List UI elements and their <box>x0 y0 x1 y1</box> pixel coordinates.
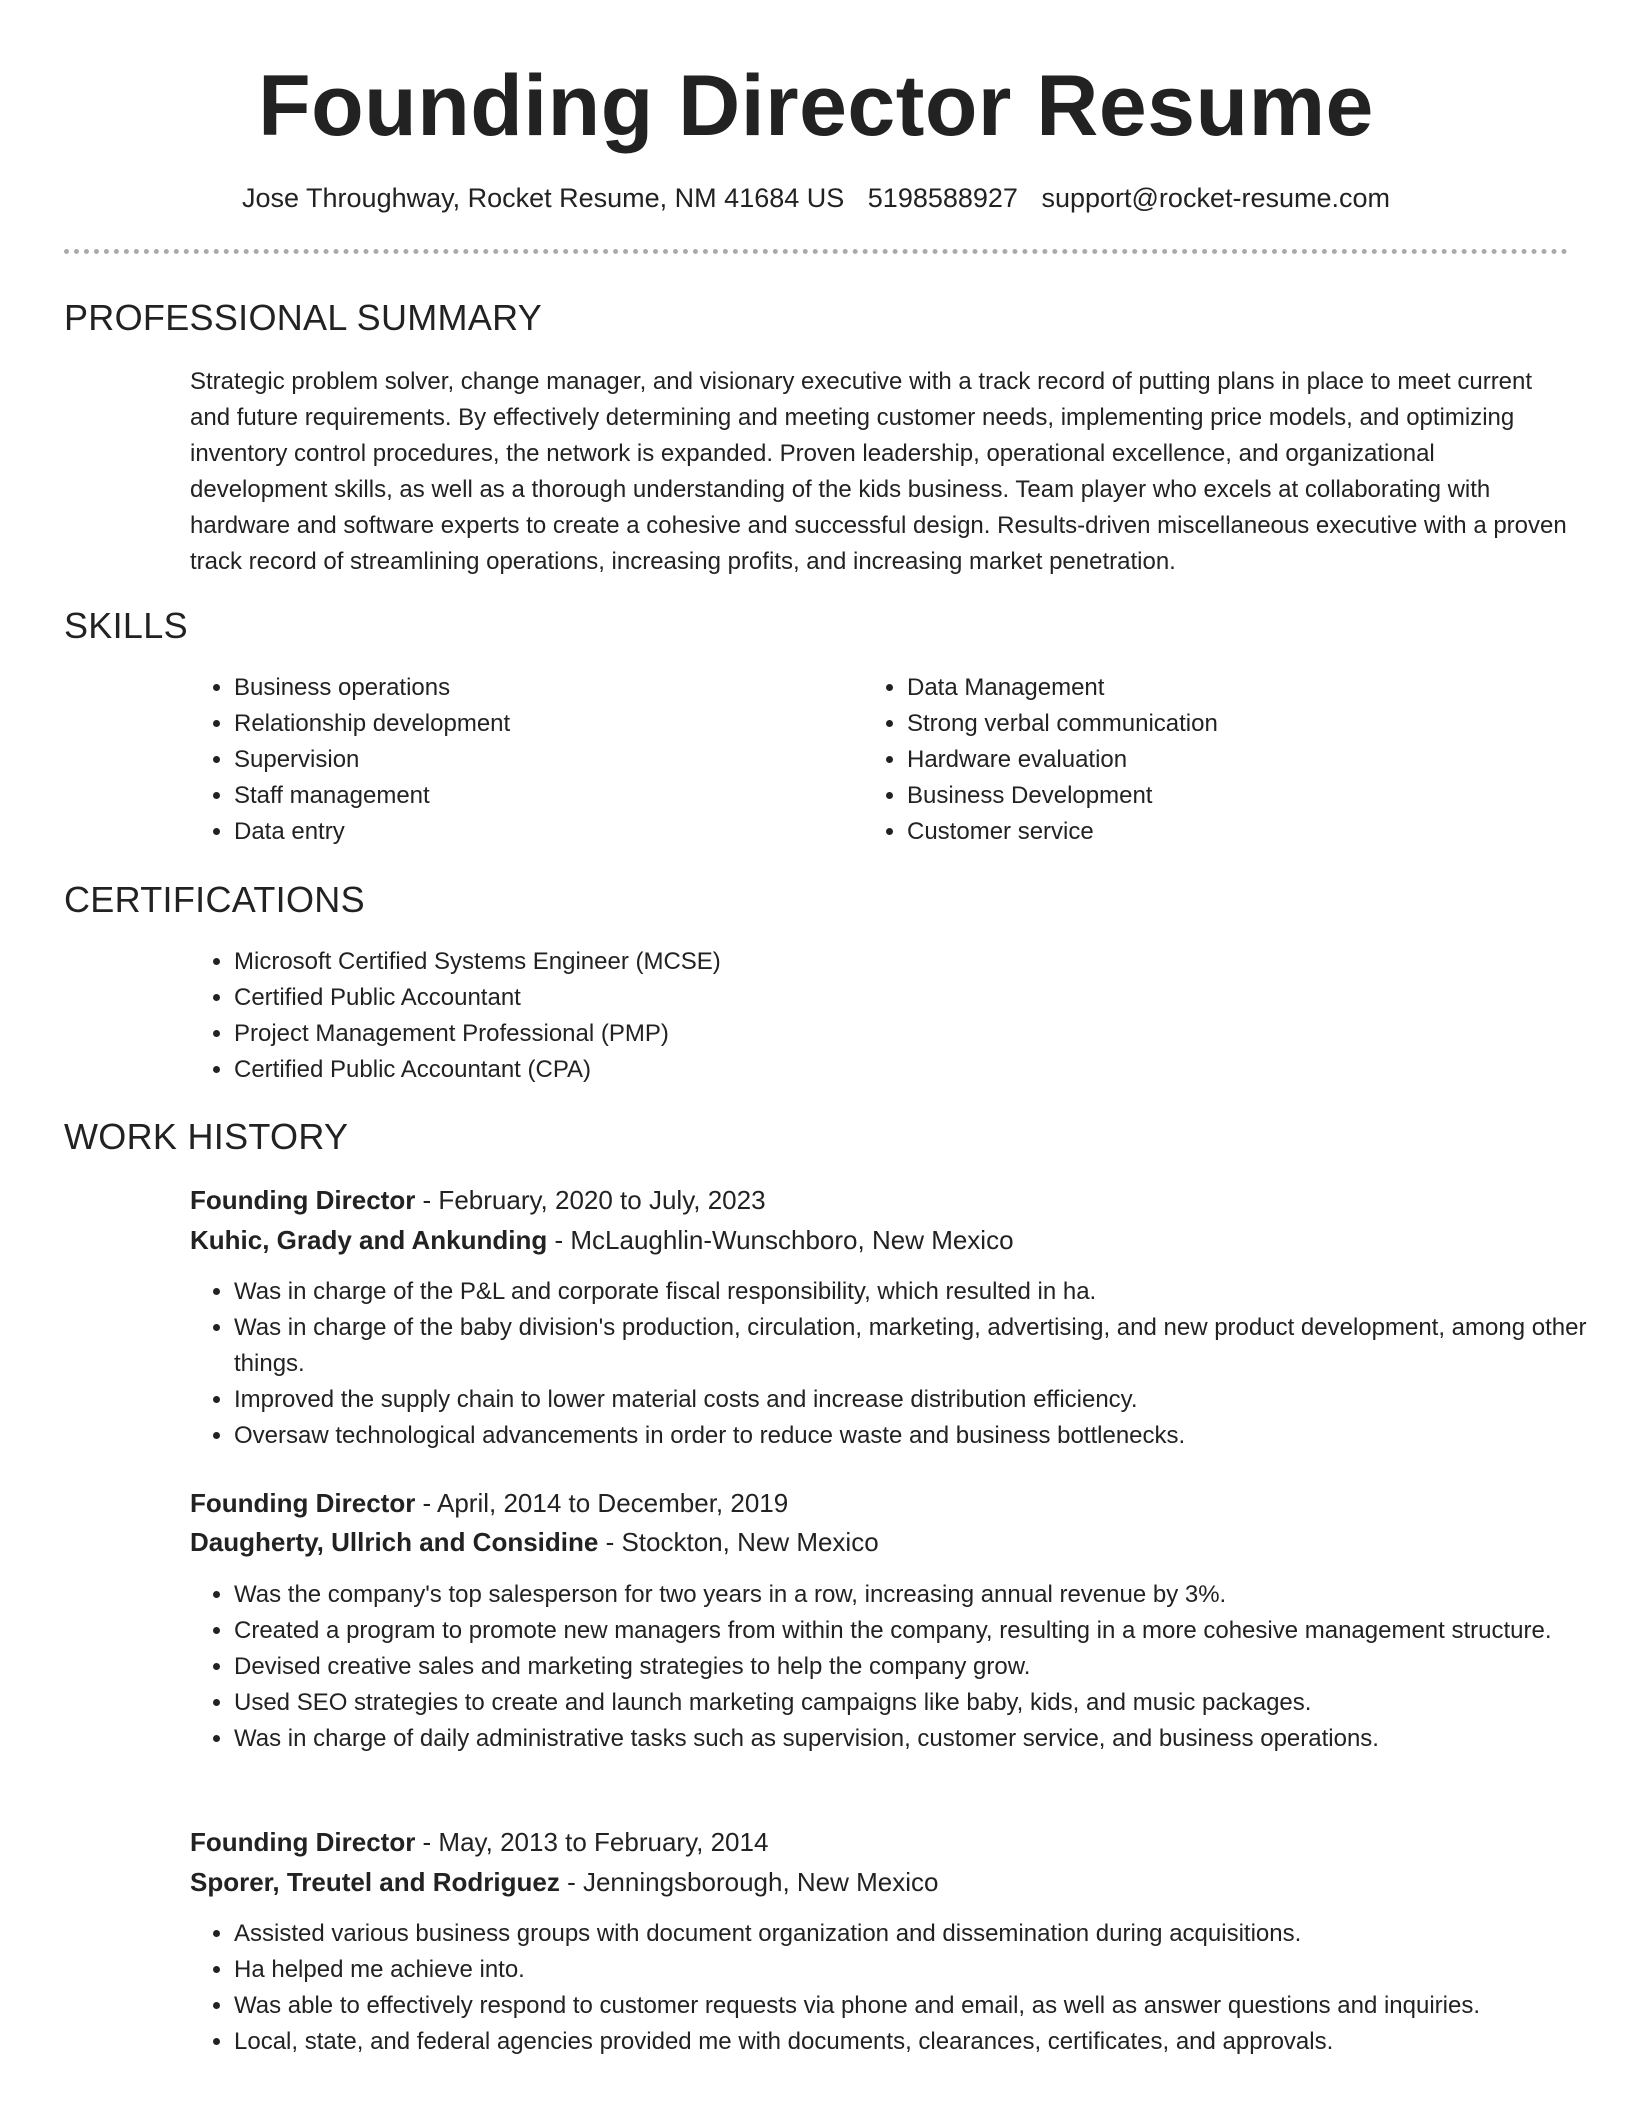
list-item: • Project Management Professional (PMP) <box>234 1016 1534 1052</box>
list-item: • Local, state, and federal agencies provided me with documents, clearances, certificates, and approvals. <box>234 2024 1614 2060</box>
job-dates: - April, 2014 to December, 2019 <box>415 1488 789 1518</box>
list-item: • Oversaw technological advancements in order to reduce waste and business bottlenecks. <box>234 1418 1614 1454</box>
list-item: • Was able to effectively respond to customer requests via phone and email, as well as answer questions and inquiries. <box>234 1988 1614 2024</box>
job-title-line <box>190 1824 768 1860</box>
summary-heading: PROFESSIONAL SUMMARY <box>64 297 543 338</box>
job-dates: - May, 2013 to February, 2014 <box>415 1827 769 1857</box>
header-divider <box>64 249 1568 254</box>
list-item: • Was in charge of daily administrative tasks such as supervision, customer service, and business operations. <box>234 1721 1614 1757</box>
list-item: • Created a program to promote new managers from within the company, resulting in a more cohesive management structure. <box>234 1613 1614 1649</box>
list-item: • Assisted various business groups with document organization and dissemination during acquisitions. <box>234 1916 1614 1952</box>
resume-title: Founding Director Resume <box>258 58 1374 154</box>
list-item: • Data Management <box>907 670 1587 706</box>
contact-address: Jose Throughway, Rocket Resume, NM 41684 US <box>241 183 845 213</box>
work-history-heading: WORK HISTORY <box>64 1116 349 1157</box>
job-company: Daugherty, Ullrich and Considine <box>190 1527 599 1557</box>
job-company: Sporer, Treutel and Rodriguez <box>190 1867 560 1897</box>
job-title: Founding Director <box>190 1827 416 1857</box>
job-title: Founding Director <box>190 1488 416 1518</box>
list-item: • Strong verbal communication <box>907 706 1587 742</box>
job-location: - McLaughlin-Wunschboro, New Mexico <box>547 1225 1014 1255</box>
certifications-list <box>190 944 1534 1088</box>
list-item: • Devised creative sales and marketing strategies to help the company grow. <box>234 1649 1614 1685</box>
job-company: Kuhic, Grady and Ankunding <box>190 1225 548 1255</box>
job-title-line <box>190 1485 788 1521</box>
skills-heading: SKILLS <box>64 605 188 646</box>
list-item: • Microsoft Certified Systems Engineer (MCSE) <box>234 944 1534 980</box>
list-item: • Business operations <box>234 670 854 706</box>
list-item: • Ha helped me achieve into. <box>234 1952 1614 1988</box>
list-item: • Hardware evaluation <box>907 742 1587 778</box>
list-item: • Supervision <box>234 742 854 778</box>
list-item: • Was in charge of the P&L and corporate fiscal responsibility, which resulted in ha. <box>234 1274 1614 1310</box>
list-item: • Certified Public Accountant (CPA) <box>234 1052 1534 1088</box>
list-item: • Customer service <box>907 814 1587 850</box>
job-company-line <box>190 1524 879 1560</box>
job-company-line <box>190 1222 1014 1258</box>
certifications-heading: CERTIFICATIONS <box>64 879 365 920</box>
list-item: • Was the company's top salesperson for two years in a row, increasing annual revenue by 3%. <box>234 1577 1614 1613</box>
job-location: - Jenningsborough, New Mexico <box>559 1867 939 1897</box>
contact-line <box>0 180 1632 216</box>
job-title: Founding Director <box>190 1185 416 1215</box>
skills-list-right <box>863 670 1587 850</box>
list-item: • Certified Public Accountant <box>234 980 1534 1016</box>
contact-phone: 5198588927 <box>867 183 1018 213</box>
list-item: • Was in charge of the baby division's production, circulation, marketing, advertising, and new product development, among other things. <box>234 1310 1614 1382</box>
list-item: • Business Development <box>907 778 1587 814</box>
job-location: - Stockton, New Mexico <box>598 1527 879 1557</box>
contact-email: support@rocket-resume.com <box>1041 183 1390 213</box>
job-title-line <box>190 1182 766 1218</box>
list-item: • Used SEO strategies to create and launch marketing campaigns like baby, kids, and music packages. <box>234 1685 1614 1721</box>
job-bullets <box>190 1274 1614 1454</box>
job-bullets <box>190 1577 1614 1757</box>
summary-text: Strategic problem solver, change manager, and visionary executive with a track record of putting plans in place to meet current and future requirements. By effectively determining and meeting customer needs, implementing price models, and optimizing inventory control procedures, the network is expanded. Proven leadership, operational excellence, and organizational development skills, as well as a thorough understanding of the kids business. Team player who excels at collaborating with hardware and software experts to create a cohesive and successful design. Results-driven miscellaneous executive with a proven track record of streamlining operations, increasing profits, and increasing market penetration. <box>190 368 1567 575</box>
job-dates: - February, 2020 to July, 2023 <box>415 1185 766 1215</box>
skills-list-left <box>190 670 854 850</box>
list-item: • Improved the supply chain to lower material costs and increase distribution efficiency. <box>234 1382 1614 1418</box>
list-item: • Data entry <box>234 814 854 850</box>
list-item: • Relationship development <box>234 706 854 742</box>
job-company-line <box>190 1864 938 1900</box>
job-bullets <box>190 1916 1614 2060</box>
list-item: • Staff management <box>234 778 854 814</box>
